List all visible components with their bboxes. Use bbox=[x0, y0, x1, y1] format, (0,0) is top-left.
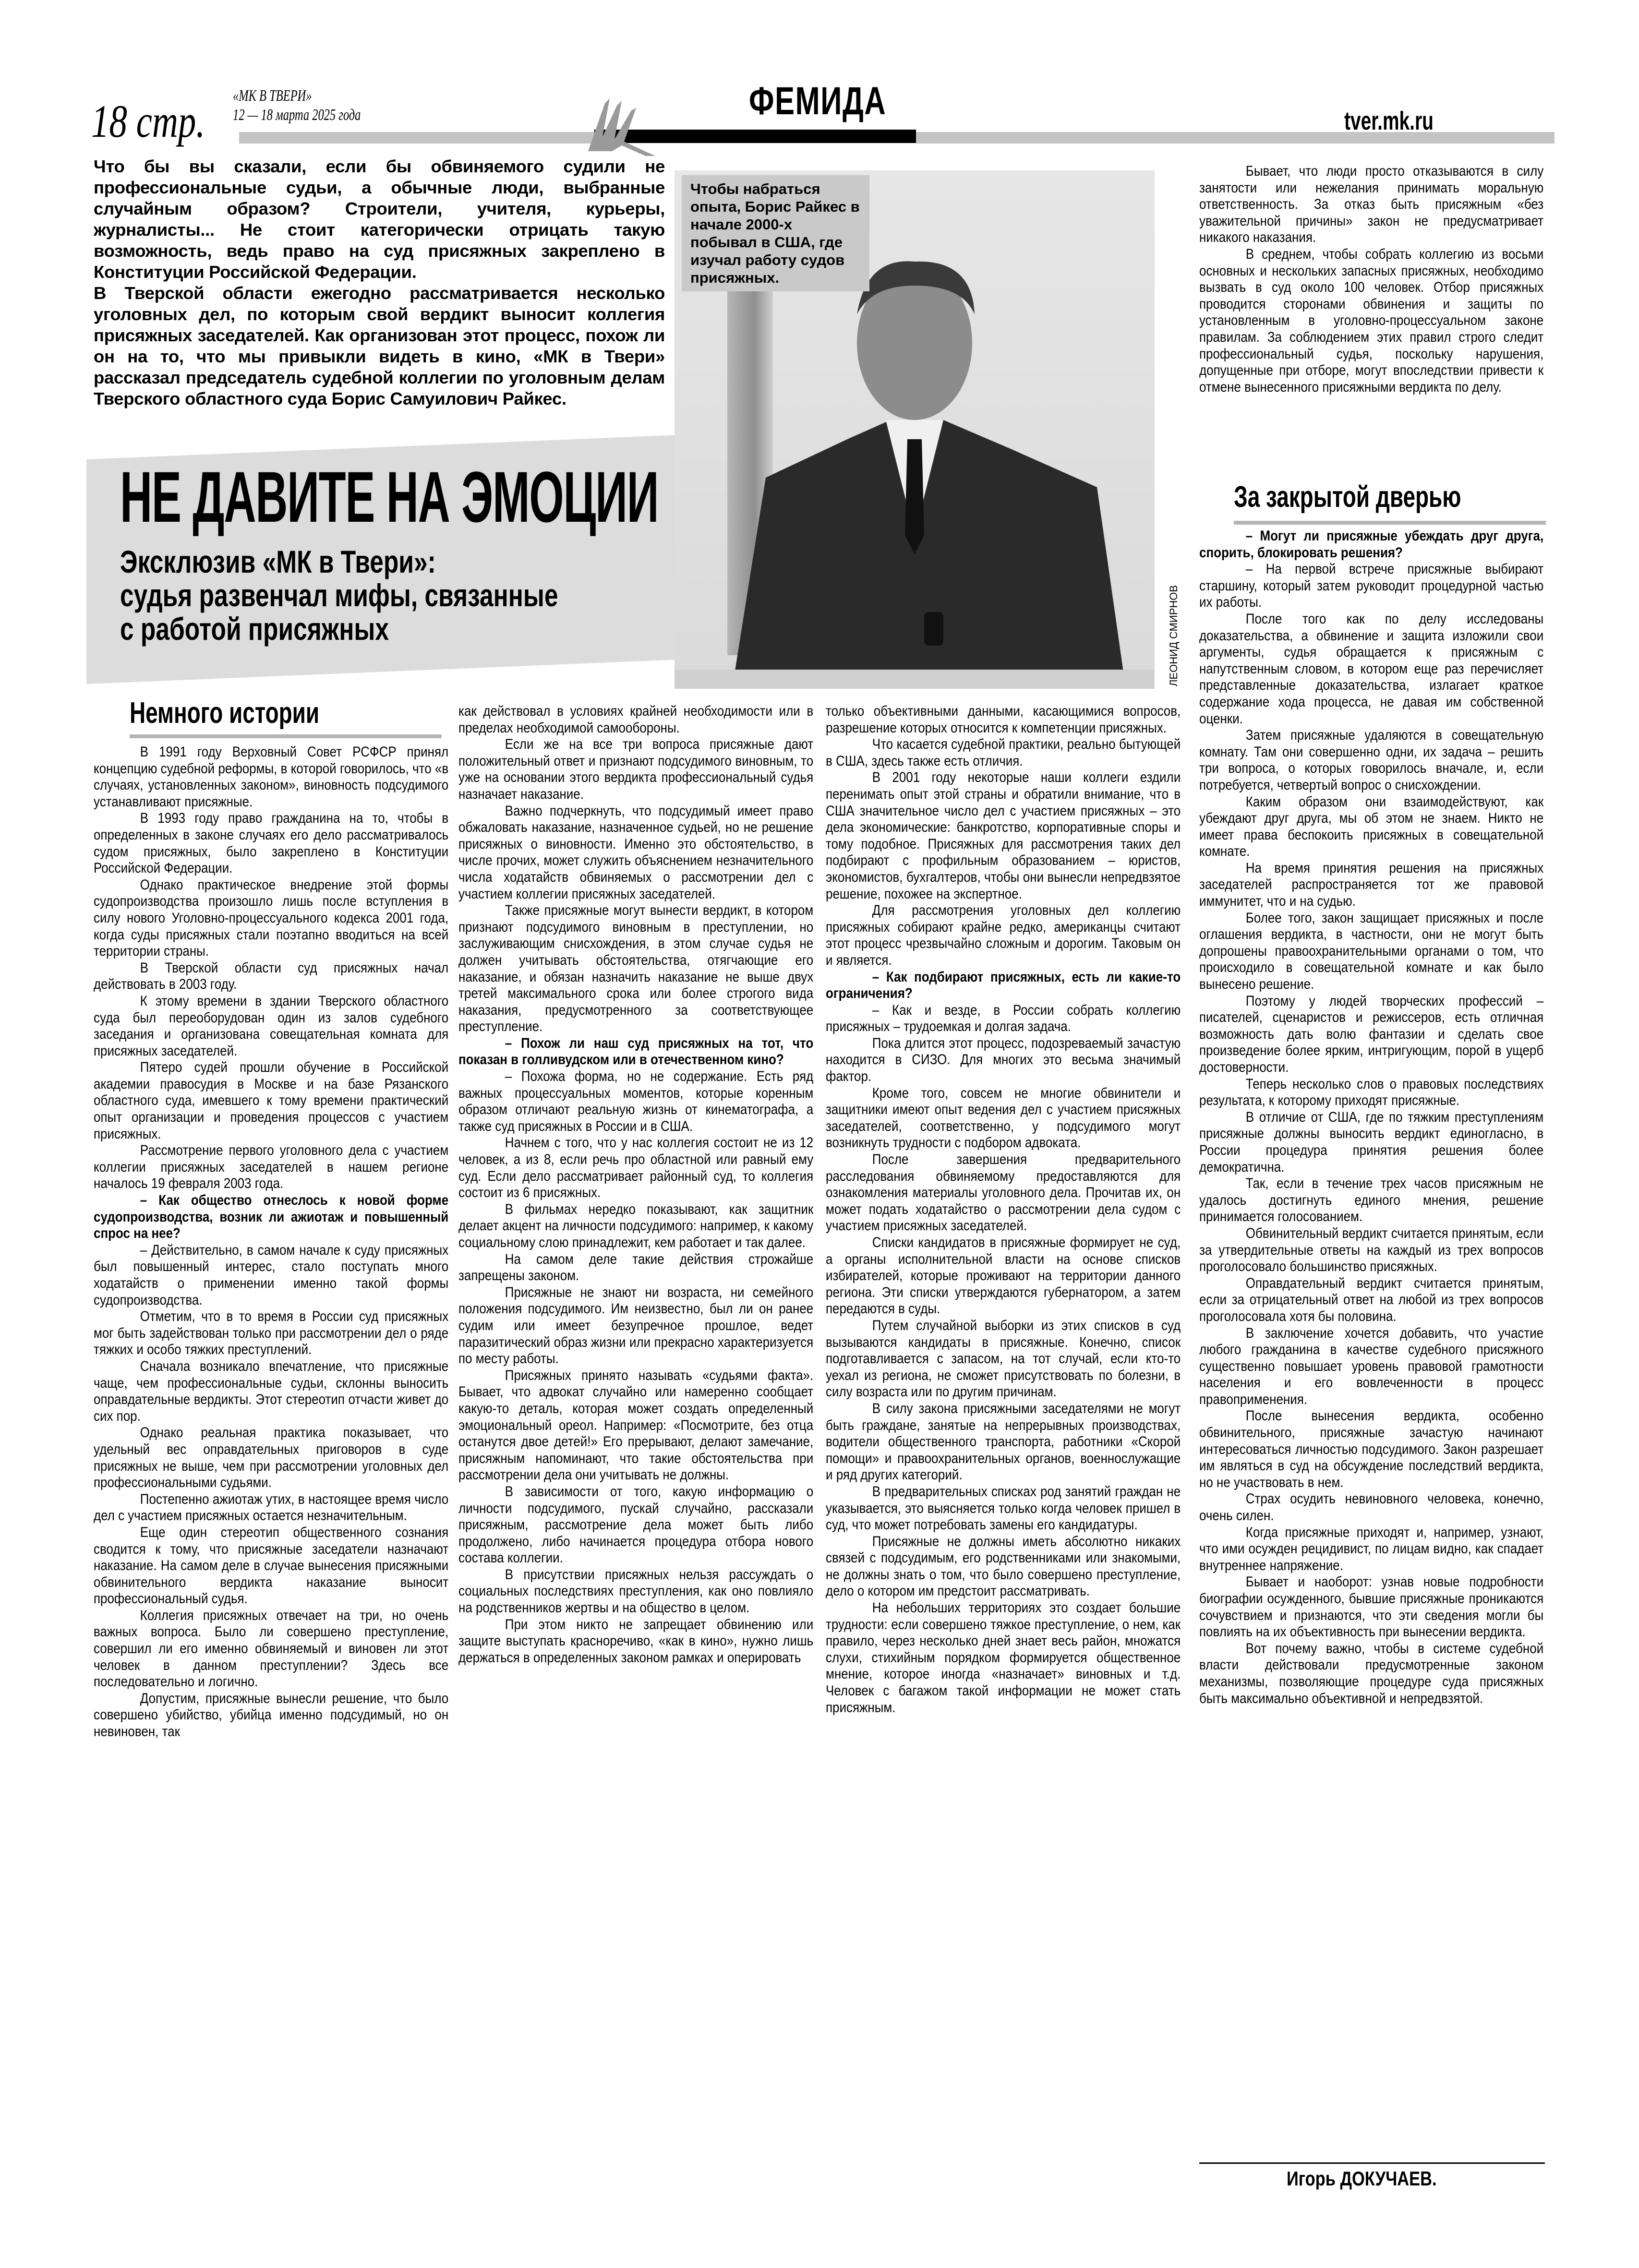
header-rule-right bbox=[916, 132, 1555, 144]
issue-dates: 12 — 18 марта 2025 года bbox=[233, 106, 361, 124]
article-paragraph: Каким образом они взаимодействуют, как убеждают друг друга, мы об этом не знаем. Никто не имеет права беспокоить присяжных в совещательной комнате. bbox=[1199, 793, 1544, 860]
article-paragraph: На небольших территориях это создает большие трудности: если совершено тяжкое преступление, о нем, как правило, через несколько дней знает весь район, множатся слухи, стихийным порядком формируется общественное мнение, которое иногда «назначает» виновных и т.д. Человек с багажом такой информации не может стать присяжным. bbox=[826, 1600, 1181, 1716]
photo-credit: ЛЕОНИД СМИРНОВ bbox=[1168, 585, 1180, 686]
subheadline-line: с работой присяжных bbox=[120, 611, 389, 647]
website-link[interactable]: tver.mk.ru bbox=[1344, 107, 1434, 135]
subheadline-line: судья развенчал мифы, связанные bbox=[120, 577, 558, 613]
article-column-1 bbox=[94, 744, 448, 1740]
article-paragraph: – Похожа форма, но не содержание. Есть ряд важных процессуальных моментов, которые коренным образом отличают реальную жизнь от кинематографа, а также суд присяжных в России и в США. bbox=[458, 1068, 814, 1134]
signature-rule bbox=[1199, 2162, 1545, 2164]
article-paragraph: Пятеро судей прошли обучение в Российской академии правосудия в Москве и на базе Рязанского областного суда, имевшего к тому времени практический опыт организации и проведения процессов с участием присяжных. bbox=[94, 1059, 449, 1142]
article-paragraph: Списки кандидатов в присяжные формирует не суд, а органы исполнительной власти на основе списков избирателей, которые проживают на территории данного региона. Эти списки утверждаются губернатором, а затем передаются в суды. bbox=[826, 1235, 1181, 1317]
article-paragraph: При этом никто не запрещает обвинению или защите выступать красноречиво, «как в кино», нужно лишь держаться в определенных законом рамках и оперировать bbox=[458, 1616, 814, 1666]
article-paragraph: Однако реальная практика показывает, что удельный вес оправдательных приговоров в суде присяжных не выше, чем при рассмотрении уголовных дел профессиональными судьями. bbox=[94, 1425, 449, 1491]
page-number: 18 стр. bbox=[91, 96, 205, 147]
article-paragraph: Бывает и наоборот: узнав новые подробности биографии осужденного, бывшие присяжные проникаются сочувствием и признаются, что эти сведения могли бы повлиять на их объективность при вынесении вердикта. bbox=[1199, 1574, 1544, 1640]
article-paragraph: В силу закона присяжными заседателями не могут быть граждане, занятые на непрерывных производствах, водители общественного транспорта, работники «Скорой помощи» и правоохранительных органов, военнослужащие и ряд других категорий. bbox=[826, 1400, 1181, 1483]
article-paragraph: Поэтому у людей творческих профессий – писателей, сценаристов и режиссеров, есть отличная возможность дать волю фантазии и сделать свое произведение более ярким, интригующим, порой в ущерб достоверности. bbox=[1199, 993, 1544, 1075]
article-paragraph: Что касается судебной практики, реально бытующей в США, здесь также есть отличия. bbox=[826, 736, 1181, 769]
article-paragraph: После вынесения вердикта, особенно обвинительного, присяжные зачастую начинают интересоваться личностью подсудимого. Закон разрешает им являться в суд на обсуждение последствий вердикта, но не участвовать в нем. bbox=[1199, 1408, 1544, 1490]
article-paragraph: Допустим, присяжные вынесли решение, что было совершено убийство, убийца именно подсудимый, но он невиновен, так bbox=[94, 1690, 449, 1740]
article-paragraph: Теперь несколько слов о правовых последствиях результата, к которому приходят присяжные. bbox=[1199, 1076, 1544, 1109]
mk-logo-icon bbox=[583, 84, 660, 156]
article-paragraph: Начнем с того, что у нас коллегия состоит не из 12 человек, а из 8, если речь про областной или равный ему суд. Если дело рассматривает районный суд, то коллегия состоит из 6 присяжных. bbox=[458, 1135, 814, 1201]
article-paragraph: В предварительных списках род занятий граждан не указывается, это выясняется только когда человек пришел в суд, что может потребовать замены его кандидатуры. bbox=[826, 1483, 1181, 1533]
article-paragraph: В отличие от США, где по тяжким преступлениям присяжные должны выносить вердикт единогласно, в России процедура принятия решения более демократична. bbox=[1199, 1109, 1544, 1175]
article-lead bbox=[94, 156, 665, 409]
article-paragraph: Бывает, что люди просто отказываются в силу занятости или нежелания принимать моральную ответственность. За отказ быть присяжным «без уважительной причины» закон не предусматривает никакого наказания. bbox=[1199, 163, 1544, 246]
article-subheadline bbox=[120, 545, 558, 646]
interview-question: – Похож ли наш суд присяжных на тот, что показан в голливудском или в отечественном кино? bbox=[458, 1035, 814, 1068]
article-paragraph: Важно подчеркнуть, что подсудимый имеет право обжаловать наказание, назначенное судьей, но не решение присяжных о виновности. Именно это обстоятельство, в числе прочих, может служить объяснением незначительного числа ходатайств обвиняемых о рассмотрении дел с участием коллегии присяжных заседателей. bbox=[458, 803, 814, 902]
article-paragraph: Затем присяжные удаляются в совещательную комнату. Там они совершенно одни, их задача – решить три вопроса, о которых говорилось вначале, и, если потребуется, четвертый вопрос о снисхождении. bbox=[1199, 727, 1544, 793]
article-paragraph: В присутствии присяжных нельзя рассуждать о социальных последствиях преступления, как оно повлияло на родственников жертвы и на общество в целом. bbox=[458, 1566, 814, 1616]
article-paragraph: В фильмах нередко показывают, как защитник делает акцент на личности подсудимого: например, к какому социальному слою принадлежит, кем работает и так далее. bbox=[458, 1201, 814, 1250]
article-paragraph: В Тверской области суд присяжных начал действовать в 2003 году. bbox=[94, 960, 449, 993]
article-paragraph: – Как и везде, в России собрать коллегию присяжных – трудоемкая и долгая задача. bbox=[826, 1002, 1181, 1035]
article-paragraph: После завершения предварительного расследования обвиняемому предоставляются для ознакомления материалы уголовного дела. Прочитав их, он может подать ходатайство о рассмотрении дела судом с участием присяжных заседателей. bbox=[826, 1152, 1181, 1234]
section-rule bbox=[1234, 521, 1546, 525]
article-column-2 bbox=[458, 703, 813, 1666]
article-paragraph: Рассмотрение первого уголовного дела с участием коллегии присяжных заседателей в нашем регионе началось 19 февраля 2003 года. bbox=[94, 1142, 449, 1192]
article-column-4-top bbox=[1199, 163, 1543, 396]
article-paragraph: Присяжные не должны иметь абсолютно никаких связей с подсудимым, его родственниками или знакомыми, не должны знать о том, что было совершено преступление, дело о котором им предстоит рассматривать. bbox=[826, 1533, 1181, 1599]
article-paragraph: На время принятия решения на присяжных заседателей распространяется тот же правовой иммунитет, что и на судью. bbox=[1199, 860, 1544, 910]
article-paragraph: Так, если в течение трех часов присяжным не удалось достигнуть единого мнения, решение принимается голосованием. bbox=[1199, 1176, 1544, 1225]
article-paragraph: как действовал в условиях крайней необходимости или в пределах необходимой самообороны. bbox=[458, 703, 814, 736]
article-paragraph: В среднем, чтобы собрать коллегию из восьми основных и нескольких запасных присяжных, необходимо вызвать в суд около 100 человек. Отбор присяжных проводится сторонами обвинения и защиты по установленным в уголовно-процессуальном законе правилам. За соблюдением этих правил строго следит профессиональный судья, поскольку нарушения, допущенные при отборе, могут впоследствии привести к отмене вынесенного присяжными вердикта по делу. bbox=[1199, 246, 1544, 395]
publication-info bbox=[233, 86, 361, 125]
article-paragraph: В 1993 году право гражданина на то, чтобы в определенных в законе случаях его дело рассматривалось судом присяжных, было закреплено в Конституции Российской Федерации. bbox=[94, 810, 449, 876]
article-paragraph: Сначала возникало впечатление, что присяжные чаще, чем профессиональные судьи, склонны выносить оправдательные вердикты. Этот стереотип отчасти живет до сих пор. bbox=[94, 1358, 449, 1424]
article-paragraph: Путем случайной выборки из этих списков в суд вызываются кандидаты в присяжные. Конечно, список подготавливается с запасом, на тот случай, если кто-то уехал из региона, не сможет присутствовать по болезни, в силу возраста или по другим причинам. bbox=[826, 1317, 1181, 1400]
article-paragraph: – Действительно, в самом начале к суду присяжных был повышенный интерес, стало поступать много ходатайств о применении именно такой формы судопроизводства. bbox=[94, 1242, 449, 1308]
publication-name: «МК В ТВЕРИ» bbox=[233, 87, 312, 105]
interview-question: – Могут ли присяжные убеждать друг друга, спорить, блокировать решения? bbox=[1199, 528, 1544, 561]
article-paragraph: К этому времени в здании Тверского областного суда был переоборудован один из залов судебного заседания и организована совещательная комната для присяжных заседателей. bbox=[94, 993, 449, 1059]
article-paragraph: Вот почему важно, чтобы в системе судебной власти действовали предусмотренные законом механизмы, позволяющие процедуре суда присяжных быть максимально объективной и непредвзятой. bbox=[1199, 1640, 1544, 1706]
interview-question: – Как подбирают присяжных, есть ли какие-то ограничения? bbox=[826, 969, 1181, 1002]
article-paragraph: Кроме того, совсем не многие обвинители и защитники имеют опыт ведения дел с участием присяжных заседателей, соответственно, у подсудимого могут возникнуть трудности с подбором адвоката. bbox=[826, 1085, 1181, 1151]
section-rule bbox=[130, 734, 442, 738]
section-heading-history: Немного истории bbox=[130, 696, 320, 730]
author-signature: Игорь ДОКУЧАЕВ. bbox=[1287, 2167, 1437, 2190]
lead-paragraph: В Тверской области ежегодно рассматривается несколько уголовных дел, по которым свой вердикт выносит коллегия присяжных заседателей. Как организован этот процесс, похож ли он на то, что мы привыкли видеть в кино, «МК в Твери» рассказал председатель судебной коллегии по уголовным делам Тверского областного суда Борис Самуилович Райкес. bbox=[94, 283, 665, 408]
article-paragraph: Оправдательный вердикт считается принятым, если за отрицательный ответ на любой из трех вопросов проголосовала хотя бы половина. bbox=[1199, 1275, 1544, 1324]
article-paragraph: Отметим, что в то время в России суд присяжных мог быть задействован только при рассмотрении дел о ряде тяжких и особо тяжких преступлений. bbox=[94, 1308, 449, 1358]
photo-caption: Чтобы набраться опыта, Борис Райкес в начале 2000-х побывал в США, где изучал работу судов присяжных. bbox=[682, 175, 869, 291]
article-paragraph: В 1991 году Верховный Совет РСФСР принял концепцию судебной реформы, в которой говорилось, что «в случаях, установленных законом», виновность подсудимого устанавливают присяжные. bbox=[94, 744, 449, 810]
article-paragraph: только объективными данными, касающимися вопросов, разрешение которых относится к компетенции присяжных. bbox=[826, 703, 1181, 736]
article-paragraph: Более того, закон защищает присяжных и после оглашения вердикта, в частности, они не могут быть допрошены правоохранительными органами о том, что происходило в совещательной комнате и как было вынесено решение. bbox=[1199, 910, 1544, 993]
article-paragraph: Коллегия присяжных отвечает на три, но очень важных вопроса. Было ли совершено преступление, совершил ли его именно обвиняемый и виновен ли этот человек в данном преступлении? Здесь все последовательно и логично. bbox=[94, 1607, 449, 1690]
section-rubric: ФЕМИДА bbox=[749, 79, 887, 123]
article-paragraph: Обвинительный вердикт считается принятым, если за утвердительные ответы на каждый из трех вопросов проголосовало большинство присяжных. bbox=[1199, 1225, 1544, 1275]
article-paragraph: Постепенно ажиотаж утих, в настоящее время число дел с участием присяжных остается незначительным. bbox=[94, 1491, 449, 1524]
article-paragraph: Когда присяжные приходят и, например, узнают, что ими осужден рецидивист, по лицам видно, как спадает внутреннее напряжение. bbox=[1199, 1524, 1544, 1573]
article-paragraph: Пока длится этот процесс, подозреваемый зачастую находится в СИЗО. Для многих это весьма значимый фактор. bbox=[826, 1035, 1181, 1085]
article-paragraph: В 2001 году некоторые наши коллеги ездили перенимать опыт этой страны и обратили внимание, что в США значительное число дел с участием присяжных – это дела экономические: банкротство, корпоративные споры и тому подобное. Присяжных для рассмотрения таких дел подбирают с профильным образованием – юристов, экономистов, бухгалтеров, чтобы они вынесли непредвзятое решение, похожее на экспертное. bbox=[826, 769, 1181, 902]
interview-question: – Как общество отнеслось к новой форме судопроизводства, возник ли ажиотаж и повышенный спрос на нее? bbox=[94, 1192, 449, 1242]
article-paragraph: Присяжные не знают ни возраста, ни семейного положения подсудимого. Им неизвестно, был ли он ранее судим или имеет безупречное прошлое, ведет паразитический образ жизни или прекрасно характеризуется по месту работы. bbox=[458, 1284, 814, 1367]
article-paragraph: На самом деле такие действия строжайше запрещены законом. bbox=[458, 1251, 814, 1284]
article-paragraph: В зависимости от того, какую информацию о личности подсудимого, пускай случайно, рассказали присяжным, рассмотрение дела может быть либо продолжено, либо начинается процедура отбора нового состава коллегии. bbox=[458, 1483, 814, 1566]
article-paragraph: Для рассмотрения уголовных дел коллегию присяжных собирают крайне редко, американцы считают этот процесс чрезвычайно сложным и дорогим. Таковым он и является. bbox=[826, 902, 1181, 968]
article-headline: НЕ ДАВИТЕ НА ЭМОЦИИ bbox=[120, 456, 659, 537]
article-paragraph: Однако практическое внедрение этой формы судопроизводства произошло лишь после вступления в силу нового Уголовно-процессуального кодекса 2001 года, когда суды присяжных стали поэтапно вводиться на всей территории страны. bbox=[94, 876, 449, 960]
subheadline-line: Эксклюзив «МК в Твери»: bbox=[120, 544, 436, 579]
article-paragraph: Еще один стереотип общественного сознания сводится к тому, что присяжные заседатели назначают наказание. На самом деле в случае вынесения присяжными обвинительного вердикта наказание выносит профессиональный судья. bbox=[94, 1524, 449, 1607]
article-paragraph: – На первой встрече присяжные выбирают старшину, который затем руководит процедурной частью их работы. bbox=[1199, 561, 1544, 611]
header-rule-left bbox=[239, 132, 594, 144]
article-paragraph: Также присяжные могут вынести вердикт, в котором признают подсудимого виновным в преступлении, но заслуживающим снисхождения, в этом случае судья не должен учитывать обстоятельства, отягчающие его наказание, и обязан назначить наказание не выше двух третей максимального срока или более строгого вида наказания, предусмотренного за соответствующее преступление. bbox=[458, 902, 814, 1035]
article-paragraph: Присяжных принято называть «судьями факта». Бывает, что адвокат случайно или намеренно сообщает какую-то деталь, которая может создать определенный эмоциональный ореол. Например: «Посмотрите, без отца останутся двое детей!» Его прерывают, делают замечание, присяжным напоминают, что такие обстоятельства при рассмотрении дела они учитывать не должны. bbox=[458, 1367, 814, 1483]
section-heading-closed-door: За закрытой дверью bbox=[1234, 480, 1461, 514]
article-column-3 bbox=[826, 703, 1181, 1716]
article-paragraph: Страх осудить невиновного человека, конечно, очень силен. bbox=[1199, 1491, 1544, 1524]
article-paragraph: После того как по делу исследованы доказательства, а обвинение и защита изложили свои аргументы, судья обращается к присяжным с напутственным словом, в котором еще раз перечисляет представленные доказательства, излагает краткое содержание хода процесса, не давая им собственной оценки. bbox=[1199, 611, 1544, 727]
article-column-4-bottom bbox=[1199, 528, 1543, 1707]
article-paragraph: Если же на все три вопроса присяжные дают положительный ответ и признают подсудимого виновным, то уже на основании этого вердикта профессиональный судья назначает наказание. bbox=[458, 736, 814, 802]
lead-paragraph: Что бы вы сказали, если бы обвиняемого судили не профессиональные судьи, а обычные люди, выбранные случайным образом? Строители, учителя, курьеры, журналисты... Не стоит категорически отрицать такую возможность, ведь право на суд присяжных закреплено в Конституции Российской Федерации. bbox=[94, 156, 665, 282]
article-paragraph: В заключение хочется добавить, что участие любого гражданина в качестве судебного присяжного существенно повышает уровень правовой грамотности населения и его вовлеченности в процесс правоприменения. bbox=[1199, 1325, 1544, 1407]
